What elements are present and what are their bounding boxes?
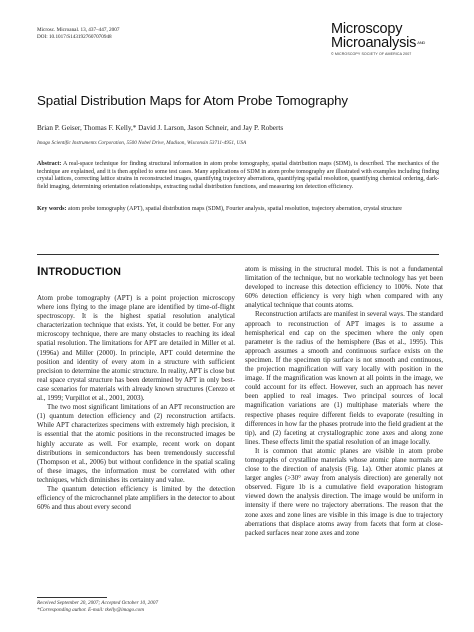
keywords-label: Key words: <box>37 206 67 212</box>
doi-line: DOI: 10.1017/S1431927607070948 <box>37 34 112 40</box>
corresponding-author: *Corresponding author. E-mail: tkelly@imago.com <box>37 606 145 613</box>
body-column-right <box>245 265 443 538</box>
body-paragraph: Reconstruction artifacts are manifest in several ways. The standard approach to reconstruction of APT images is to assume a hemispherical end cap on the specimen where the only open parameter is the radius of the hemisphere (Bas et al., 1995). This approach assumes a smooth and continuous surface exists on the specimen. If the specimen tip surface is not smooth and continuous, the projection magnification will vary locally with position in the image. If the magnification was known at all points in the image, we could account for its effect. However, such an approach has never been applied to real images. Two principal sources of local magnification variations are (1) multiphase materials where the respective phases require different fields to evaporate (resulting in differences in how far the phases protrude into the field gradient at the tip), and (2) faceting at crystallographic zone axes and along zone lines. These effects limit the spatial resolution of an image locally. <box>245 310 443 446</box>
section-heading-rest: NTRODUCTION <box>40 266 122 278</box>
abstract-label: Abstract: <box>37 161 62 167</box>
body-paragraph: Atom probe tomography (APT) is a point projection microscopy where ions flying to the image plane are identified by time-of-flight spectroscopy. It is the highest spatial resolution analytical characterization technique that exists. Yet, it could be better. For any microscopy technique, there are many obstacles to reaching its ideal spatial resolution. The limitations for APT are detailed in Miller et al. (1996a) and Miller (2000). In principle, APT could determine the position and identity of every atom in a structure with sufficient precision to determine the atomic structure. In reality, APT is close but real space crystal structure has been determined by APT in only best-case scenarios for materials with already known structures (Cerezo et al., 1999; Vurpillot et al., 2001, 2003). <box>37 294 235 403</box>
journal-citation <box>37 27 119 41</box>
journal-logo <box>331 22 443 68</box>
article-title: Spatial Distribution Maps for Atom Probe Tomography <box>37 93 348 108</box>
section-divider <box>37 254 439 255</box>
logo-word-microscopy: Microscopy <box>331 21 403 37</box>
abstract-text: A real-space technique for finding structural information in atom probe tomography, spatial distribution maps (SDM), is described. The mechanics of the technique are explained, and it is then applied to some test cases. Many applications of SDM in atom probe tomography are illustrated with examples including finding crystal lattices, correcting lattice strains in reconstructed images, quantifying trajectory aberrations, quantifying spatial resolution, quantifying chemical ordering, dark-field imaging, determining orientation relationships, extracting radial distribution functions, and measuring ion detection efficiency. <box>37 161 439 191</box>
logo-tagline: © MICROSCOPY SOCIETY OF AMERICA 2007 <box>331 52 412 56</box>
logo-word-microanalysis: Microanalysis <box>331 35 417 51</box>
body-paragraph: The two most significant limitations of an APT reconstruction are (1) quantum detection efficiency and (2) reconstruction artifacts. While APT characterizes specimens with extremely high precision, it is essential that the atomic positions in the reconstructed images be highly accurate as well. For example, recent work on dopant distributions in semiconductors has been tremendously successful (Thompson et al., 2006) but without confidence in the spatial scaling of these images, the information must be correlated with other techniques, which diminishes its certainty and value. <box>37 403 235 484</box>
section-heading-initial: I <box>37 264 41 278</box>
keywords <box>37 206 439 214</box>
journal-citation-line: Microsc. Microanal. 13, 437–447, 2007 <box>37 27 120 33</box>
footnote-divider <box>37 597 107 598</box>
footnote <box>37 600 158 614</box>
author-affiliation: Imago Scientific Instruments Corporation, 5500 Nobel Drive, Madison, Wisconsin 53711-4951, USA <box>37 140 247 146</box>
logo-and: AND <box>417 40 426 45</box>
keywords-text: atom probe tomography (APT), spatial distribution maps (SDM), Fourier analysis, spatial resolution, trajectory aberration, crystal structure <box>66 206 402 212</box>
body-paragraph: The quantum detection efficiency is limited by the detection efficiency of the microchannel plate amplifiers in the detector to about 60% and thus about every second <box>37 484 235 512</box>
abstract <box>37 161 439 192</box>
body-paragraph: atom is missing in the structural model. This is not a fundamental limitation of the technique, but no workable technology has yet been developed to increase this detection efficiency to 100%. Note that 60% detection efficiency is very high when compared with any analytical technique that counts atoms. <box>245 265 443 310</box>
section-heading-introduction <box>37 264 121 278</box>
body-column-left <box>37 294 235 512</box>
author-list: Brian P. Geiser, Thomas F. Kelly,* David J. Larson, Jason Schneir, and Jay P. Roberts <box>37 124 284 132</box>
received-dates: Received September 20, 2007; Accepted October 10, 2007 <box>37 600 159 606</box>
body-paragraph: It is common that atomic planes are visible in atom probe tomographs of crystalline materials whose atomic plane normals are close to the direction of analysis (Fig. 1a). Other atomic planes at larger angles (>30° away from analysis direction) are generally not observed. Figure 1b is a cumulative field evaporation histogram viewed down the analysis direction. The image would be uniform in intensity if there were no trajectory aberrations. The reason that the zone axes and zone lines are visible in this image is due to trajectory aberrations that displace atoms away from facets that form at close-packed surfaces near zone axes and zone <box>245 446 443 537</box>
